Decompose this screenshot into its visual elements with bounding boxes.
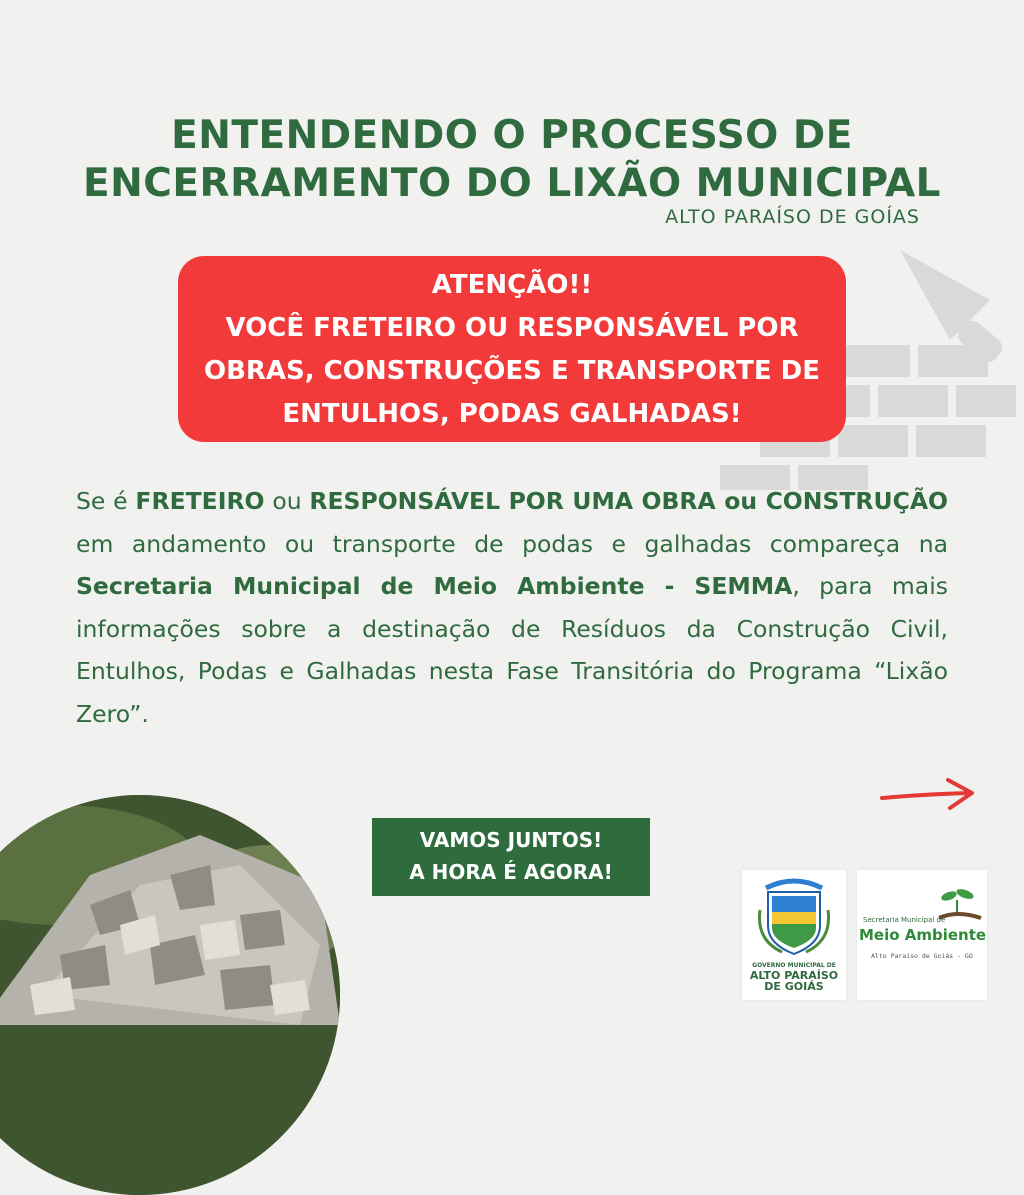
body-bold-semma: Secretaria Municipal de Meio Ambiente - SEMMA bbox=[76, 572, 793, 600]
page-title bbox=[60, 112, 964, 208]
secretaria-logo-line-1: Secretaria Municipal de bbox=[863, 916, 946, 924]
municipal-logo-state: DE GOIÁS bbox=[764, 980, 824, 993]
municipal-logo-line-2 bbox=[742, 970, 846, 992]
alert-line-4: ENTULHOS, PODAS GALHADAS! bbox=[282, 399, 742, 429]
body-bold-freteiro: FRETEIRO bbox=[135, 487, 265, 515]
municipal-logo-name: ALTO PARAÍSO bbox=[749, 969, 839, 982]
subtitle-location: ALTO PARAÍSO DE GOÍAS bbox=[665, 206, 920, 228]
secretaria-meio-ambiente-logo bbox=[857, 870, 987, 1000]
alert-line-1: ATENÇÃO!! bbox=[431, 270, 593, 300]
secretaria-logo-line-3: Alto Paraíso de Goiás - GO bbox=[871, 952, 973, 960]
cta-line-2: A HORA É AGORA! bbox=[409, 860, 613, 884]
alert-line-3: OBRAS, CONSTRUÇÕES E TRANSPORTE DE bbox=[203, 356, 821, 386]
arrow-right-icon bbox=[878, 776, 978, 816]
construction-rubble-photo bbox=[0, 795, 340, 1195]
body-text-4: , para mais informações sobre a destinação de Resíduos da Construção Civil, Entulhos, Podas e Galhadas nesta Fase Transitória do Programa “Lixão Zero”. bbox=[76, 572, 948, 728]
body-text-1: Se é bbox=[76, 487, 136, 515]
cta-line-1: VAMOS JUNTOS! bbox=[419, 828, 603, 852]
municipal-crest-icon bbox=[742, 870, 846, 960]
body-text-2: ou bbox=[264, 487, 310, 515]
municipal-logo-line-1: GOVERNO MUNICIPAL DE bbox=[752, 962, 836, 969]
municipal-government-logo bbox=[742, 870, 846, 1000]
body-text-3: em andamento ou transporte de podas e galhadas compareça na bbox=[76, 529, 948, 558]
information-paragraph bbox=[76, 480, 948, 735]
body-bold-responsavel: RESPONSÁVEL POR UMA OBRA ou CONSTRUÇÃO bbox=[309, 487, 949, 515]
secretaria-logo-line-2: Meio Ambiente bbox=[859, 926, 987, 944]
attention-alert-box bbox=[178, 256, 846, 442]
title-line-1: ENTENDENDO O PROCESSO DE bbox=[171, 113, 853, 158]
call-to-action-banner bbox=[372, 818, 650, 896]
title-line-2: ENCERRAMENTO DO LIXÃO MUNICIPAL bbox=[83, 161, 941, 206]
alert-line-2: VOCÊ FRETEIRO OU RESPONSÁVEL POR bbox=[225, 313, 799, 343]
